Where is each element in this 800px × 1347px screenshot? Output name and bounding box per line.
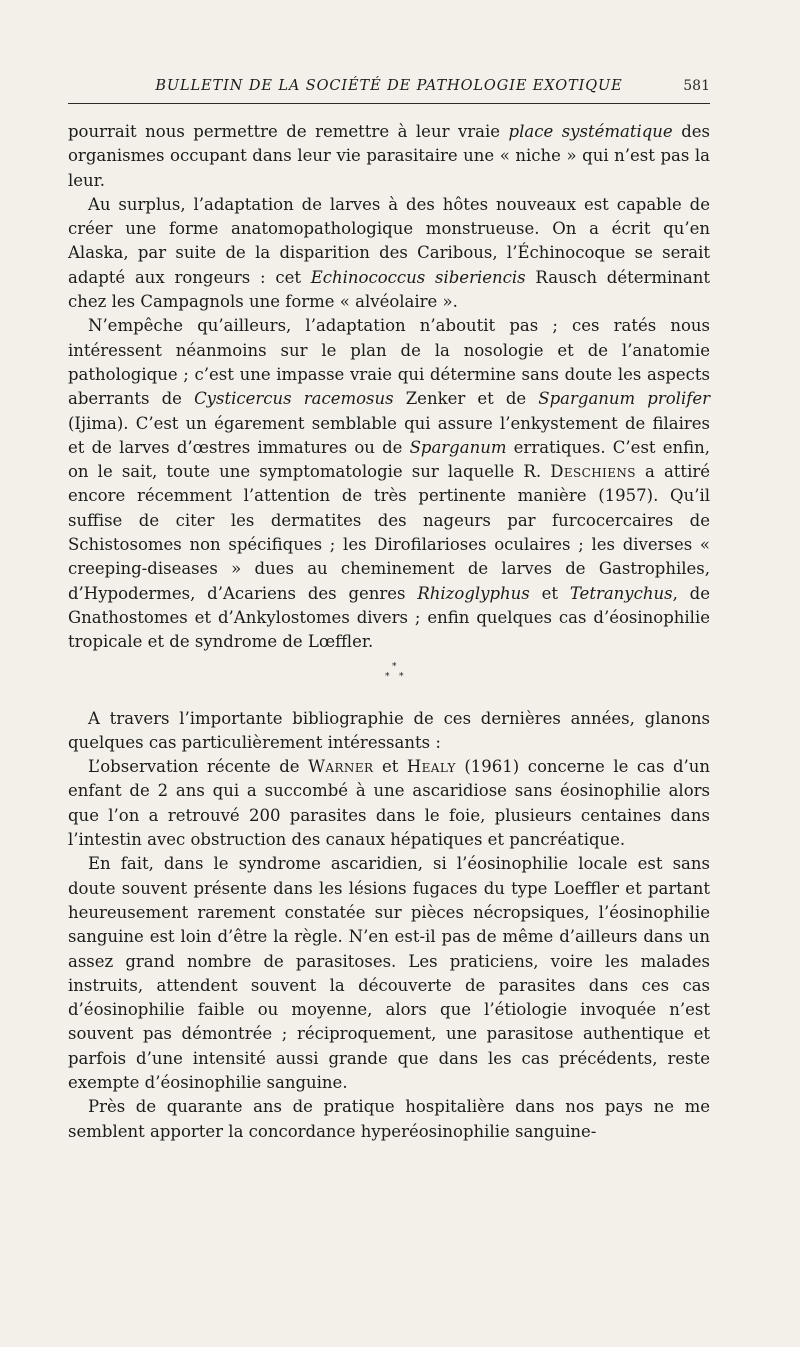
- asterisk-icon: *: [392, 661, 397, 672]
- section-break-asterism: [68, 655, 710, 707]
- paragraph-2: [68, 193, 710, 314]
- running-title: BULLETIN DE LA SOCIÉTÉ DE PATHOLOGIE EXOTIQUE: [155, 78, 623, 94]
- asterisk-icon: *: [399, 671, 404, 682]
- text-run: (Ijima). C’est un égarement semblable qui assure l’enkystement de filaires et de larves d’œstres immatures ou de: [68, 413, 710, 457]
- body-text: [68, 120, 710, 1144]
- paragraph-3: [68, 314, 710, 654]
- genus-name: Rhizoglyphus: [417, 583, 530, 603]
- text-run: des organismes occupant dans leur vie parasitaire une « niche » qui n’est pas la leur.: [68, 122, 710, 190]
- page-number: 581: [683, 78, 710, 94]
- text-run: Zenker et de: [393, 389, 539, 409]
- asterisk-icon: *: [385, 671, 390, 682]
- species-name: Sparganum prolifer: [538, 389, 710, 409]
- text-run: Rausch déterminant chez les Campagnols une forme « alvéolaire ».: [68, 267, 711, 312]
- text-run: a attiré encore récemment l’attention de très pertinente manière (1957). Qu’il suffise de citer les dermatites des nageurs par furcocercaires de Schistosomes non spécifiques ; les Dirofilarioses oculaires ; les diverses « creeping-diseases » dues au cheminement de larves de Gastrophiles, d’Hypodermes, d’Acariens des genres: [68, 462, 710, 603]
- paragraph-1: [68, 120, 710, 193]
- text-run: (1961) concerne le cas d’un enfant de 2 ans qui a succombé à une ascaridiose sans éosinophilie alors que l’on a retrouvé 200 parasites dans le foie, plusieurs centaines dans l’intestin avec obstruction des canaux hépatiques et pancréatique.: [68, 757, 711, 850]
- paragraph-4: A travers l’importante bibliographie de ces dernières années, glanons quelques cas particulièrement intéressants :: [68, 708, 710, 752]
- species-name: Cysticercus racemosus: [194, 389, 394, 409]
- genus-name: Sparganum: [409, 437, 507, 457]
- text-run: et: [529, 583, 570, 603]
- text-run: erratiques. C’est enfin, on le sait, toute une symptomatologie sur laquelle R.: [68, 437, 710, 482]
- running-head: [68, 78, 710, 100]
- text-run: N’empêche qu’ailleurs, l’adaptation n’aboutit pas ; ces ratés nous intéressent néanmoins sur le plan de la nosologie et de l’anatomie pathologique ; c’est une impasse vraie qui détermine sans doute les aspects aberrants de: [68, 316, 710, 409]
- genus-name: Tetranychus: [569, 583, 673, 603]
- text-run: et: [373, 757, 407, 777]
- species-name: Echinococcus siberiencis: [310, 267, 526, 287]
- paragraph-6: En fait, dans le syndrome ascaridien, si l’éosinophilie locale est sans doute souvent présente dans les lésions fugaces du type Loeffler et partant heureusement rarement constatée sur pièces nécropsiques, l’éosinophilie sanguine est loin d’être la règle. N’en est-il pas de même d’ailleurs dans un assez grand nombre de parasitoses. Les praticiens, voire les malades instruits, attendent souvent la découverte de parasites dans ces cas d’éosinophilie faible ou moyenne, alors que l’étiologie invoquée n’est souvent pas démontrée ; réciproquement, une parasitose authentique et parfois d’une intensité aussi grande que dans les cas précédents, reste exempte d’éosinophilie sanguine.: [68, 854, 710, 1092]
- paragraph-5: [68, 755, 710, 852]
- italic-term: place systématique: [508, 122, 673, 141]
- text-run: L’observation récente de: [88, 757, 309, 777]
- text-run: , de Gnathostomes et d’Ankylostomes divers ; enfin quelques cas d’éosinophilie tropicale et de syndrome de Lœffler.: [68, 583, 710, 652]
- author-name: Warner: [308, 757, 374, 777]
- author-name: Healy: [406, 757, 456, 777]
- header-rule: [68, 103, 710, 104]
- text-run: Au surplus, l’adaptation de larves à des hôtes nouveaux est capable de créer une forme anatomopathologique monstrueuse. On a écrit qu’en Alaska, par suite de la disparition des Caribous, l’Échinocoque se serait adapté aux rongeurs : cet: [68, 194, 710, 287]
- author-name: Deschiens: [550, 462, 636, 482]
- text-run: pourrait nous permettre de remettre à leur vraie: [68, 122, 509, 141]
- paragraph-7: Près de quarante ans de pratique hospitalière dans nos pays ne me semblent apporter la concordance hyperéosinophilie sanguine-: [68, 1097, 710, 1141]
